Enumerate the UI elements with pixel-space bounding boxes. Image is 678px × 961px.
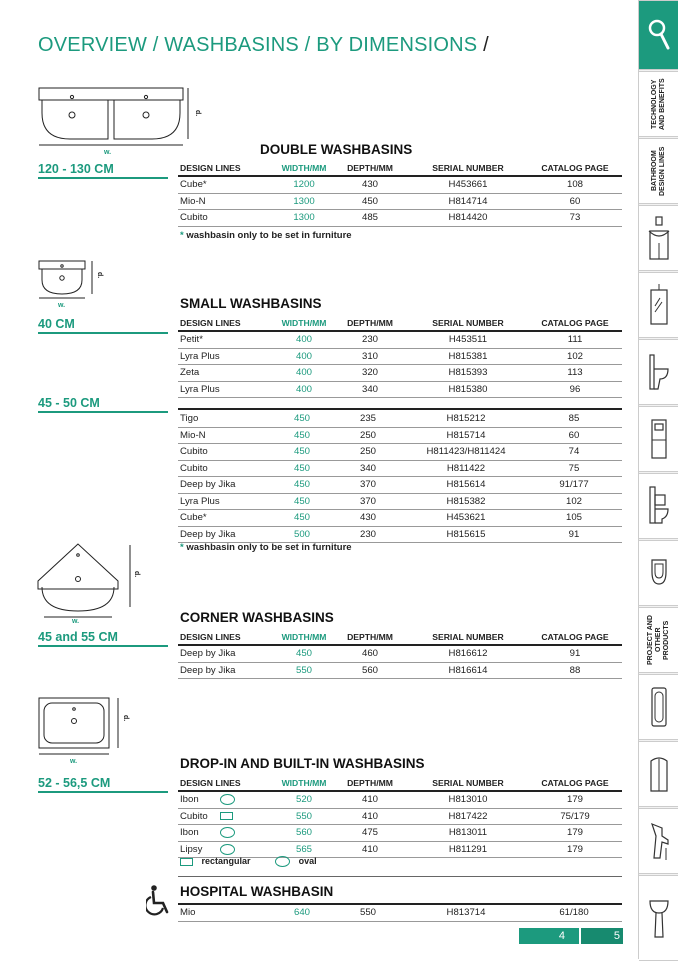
page-number-left: 4 <box>519 928 579 944</box>
sidebar-tab-pedestal[interactable] <box>639 875 678 961</box>
table-row: Deep by Jika 450 370 H815614 91/177 <box>178 477 622 494</box>
range-small-40: 40 CM <box>38 317 168 334</box>
col-design-lines: DESIGN LINES <box>178 160 276 176</box>
corner-washbasin-table <box>178 629 622 679</box>
sidebar-tab-shower[interactable] <box>639 741 678 807</box>
close-coupled-toilet-icon <box>646 483 672 529</box>
mirror-icon <box>646 282 672 328</box>
table-row: Mio-N 1300 450 H814714 60 <box>178 193 622 210</box>
furniture-note: * washbasin only to be set in furniture <box>180 542 352 553</box>
sidebar-tab-mirror[interactable] <box>639 272 678 338</box>
table-row: Deep by Jika 500 230 H815615 91 <box>178 526 622 543</box>
range-dropin: 52 - 56,5 CM <box>38 776 168 793</box>
wheelchair-icon <box>146 884 172 916</box>
rectangular-shape-icon <box>180 858 193 866</box>
dropin-washbasin-diagram <box>36 695 136 770</box>
toilet-icon <box>646 349 672 395</box>
double-washbasin-table <box>178 160 622 227</box>
table-row: Deep by Jika 550 560 H816614 88 <box>178 662 622 679</box>
sidebar-tab-close-coupled[interactable] <box>639 473 678 539</box>
small-washbasin-diagram <box>36 258 116 310</box>
col-width: WIDTH/MM <box>276 160 332 176</box>
svg-text:d.: d. <box>122 715 129 722</box>
svg-text:d.: d. <box>194 110 201 117</box>
corner-washbasin-diagram <box>36 541 141 623</box>
svg-text:w.: w. <box>58 302 66 309</box>
section-title-hospital: HOSPITAL WASHBASIN <box>180 884 334 899</box>
svg-text:d.: d. <box>96 272 103 279</box>
oval-shape-icon <box>220 827 235 838</box>
sidebar-tab-technology[interactable]: TECHNOLOGY AND BENEFITS <box>639 71 678 137</box>
table-divider <box>178 408 622 410</box>
table-row: Lyra Plus 400 340 H815380 96 <box>178 381 622 398</box>
table-row: Cube* 450 430 H453621 105 <box>178 510 622 527</box>
table-row: Cubito 550 410 H817422 75/179 <box>178 808 622 825</box>
sidebar-tab-design-lines[interactable]: BATHROOM DESIGN LINES <box>639 138 678 204</box>
table-header-row: DESIGN LINES WIDTH/MM DEPTH/MM SERIAL NUMBER CATALOG PAGE <box>178 629 622 645</box>
range-small-45-50: 45 - 50 CM <box>38 396 168 413</box>
section-title-double: DOUBLE WASHBASINS <box>260 142 413 157</box>
table-row: Lyra Plus 450 370 H815382 102 <box>178 493 622 510</box>
col-catalog: CATALOG PAGE <box>528 160 622 176</box>
table-header-row: DESIGN LINES WIDTH/MM DEPTH/MM SERIAL NUMBER CATALOG PAGE <box>178 775 622 791</box>
shape-legend: rectangular oval <box>180 856 317 867</box>
table-row: Lyra Plus 400 310 H815381 102 <box>178 348 622 365</box>
sidebar-tab-wc[interactable] <box>639 339 678 405</box>
range-corner: 45 and 55 CM <box>38 630 168 647</box>
page-number-right: 5 <box>581 928 623 944</box>
pedestal-washbasin-icon <box>646 895 672 941</box>
table-row: Ibon 520 410 H813010 179 <box>178 791 622 808</box>
page-title: OVERVIEW / WASHBASINS / BY DIMENSIONS / <box>38 34 489 56</box>
small-washbasin-table-40 <box>178 315 622 398</box>
hospital-washbasin-table <box>178 903 622 922</box>
svg-text:w.: w. <box>104 149 112 156</box>
bathroom-furniture-icon <box>646 215 672 261</box>
table-row: Cube* 1200 430 H453661 108 <box>178 176 622 193</box>
table-header-row: DESIGN LINES WIDTH/MM DEPTH/MM SERIAL NUMBER CATALOG PAGE <box>178 315 622 331</box>
table-header-row <box>178 160 622 176</box>
svg-text:d.: d. <box>133 571 140 578</box>
double-washbasin-diagram <box>36 85 211 160</box>
rectangular-shape-icon <box>220 812 233 820</box>
sidebar-tab-taps[interactable] <box>639 808 678 874</box>
section-title-dropin: DROP-IN AND BUILT-IN WASHBASINS <box>180 756 425 771</box>
table-row: Mio-N 450 250 H815714 60 <box>178 427 622 444</box>
table-row: Cubito 450 250 H811423/H811424 74 <box>178 444 622 461</box>
range-double: 120 - 130 CM <box>38 162 168 179</box>
col-serial: SERIAL NUMBER <box>408 160 528 176</box>
sidebar <box>638 0 678 959</box>
furniture-note: * washbasin only to be set in furniture <box>180 230 352 241</box>
sidebar-tab-furniture[interactable] <box>639 205 678 271</box>
table-row: Cubito 450 340 H811422 75 <box>178 460 622 477</box>
small-washbasin-table-45-50 <box>178 411 622 543</box>
table-row: Zeta 400 320 H815393 113 <box>178 365 622 382</box>
oval-shape-icon <box>275 856 290 867</box>
search-icon <box>647 18 671 52</box>
oval-shape-icon <box>220 844 235 855</box>
search-tab[interactable] <box>639 0 678 70</box>
sidebar-tab-urinal[interactable] <box>639 540 678 606</box>
oval-shape-icon <box>220 794 235 805</box>
section-title-corner: CORNER WASHBASINS <box>180 610 334 625</box>
col-depth: DEPTH/MM <box>332 160 408 176</box>
table-row: Cubito 1300 485 H814420 73 <box>178 210 622 227</box>
bathtub-icon <box>646 684 672 730</box>
shower-enclosure-icon <box>646 751 672 797</box>
faucet-icon <box>646 818 672 864</box>
dropin-washbasin-table <box>178 775 622 858</box>
sidebar-tab-installation[interactable] <box>639 406 678 472</box>
urinal-icon <box>646 550 672 596</box>
table-row: Lipsy 565 410 H811291 179 <box>178 841 622 858</box>
table-row: Mio 640 550 H813714 61/180 <box>178 904 622 921</box>
table-row: Tigo 450 235 H815212 85 <box>178 411 622 427</box>
section-title-small: SMALL WASHBASINS <box>180 296 322 311</box>
svg-text:w.: w. <box>72 618 80 623</box>
table-divider <box>178 876 622 877</box>
table-row: Ibon 560 475 H813011 179 <box>178 825 622 842</box>
table-row: Petit* 400 230 H453511 111 <box>178 331 622 348</box>
table-row: Deep by Jika 450 460 H816612 91 <box>178 645 622 662</box>
installation-frame-icon <box>646 416 672 462</box>
sidebar-tab-project[interactable]: PROJECT AND OTHER PRODUCTS <box>639 607 678 673</box>
sidebar-tab-bathtub[interactable] <box>639 674 678 740</box>
svg-text:w.: w. <box>70 758 78 765</box>
